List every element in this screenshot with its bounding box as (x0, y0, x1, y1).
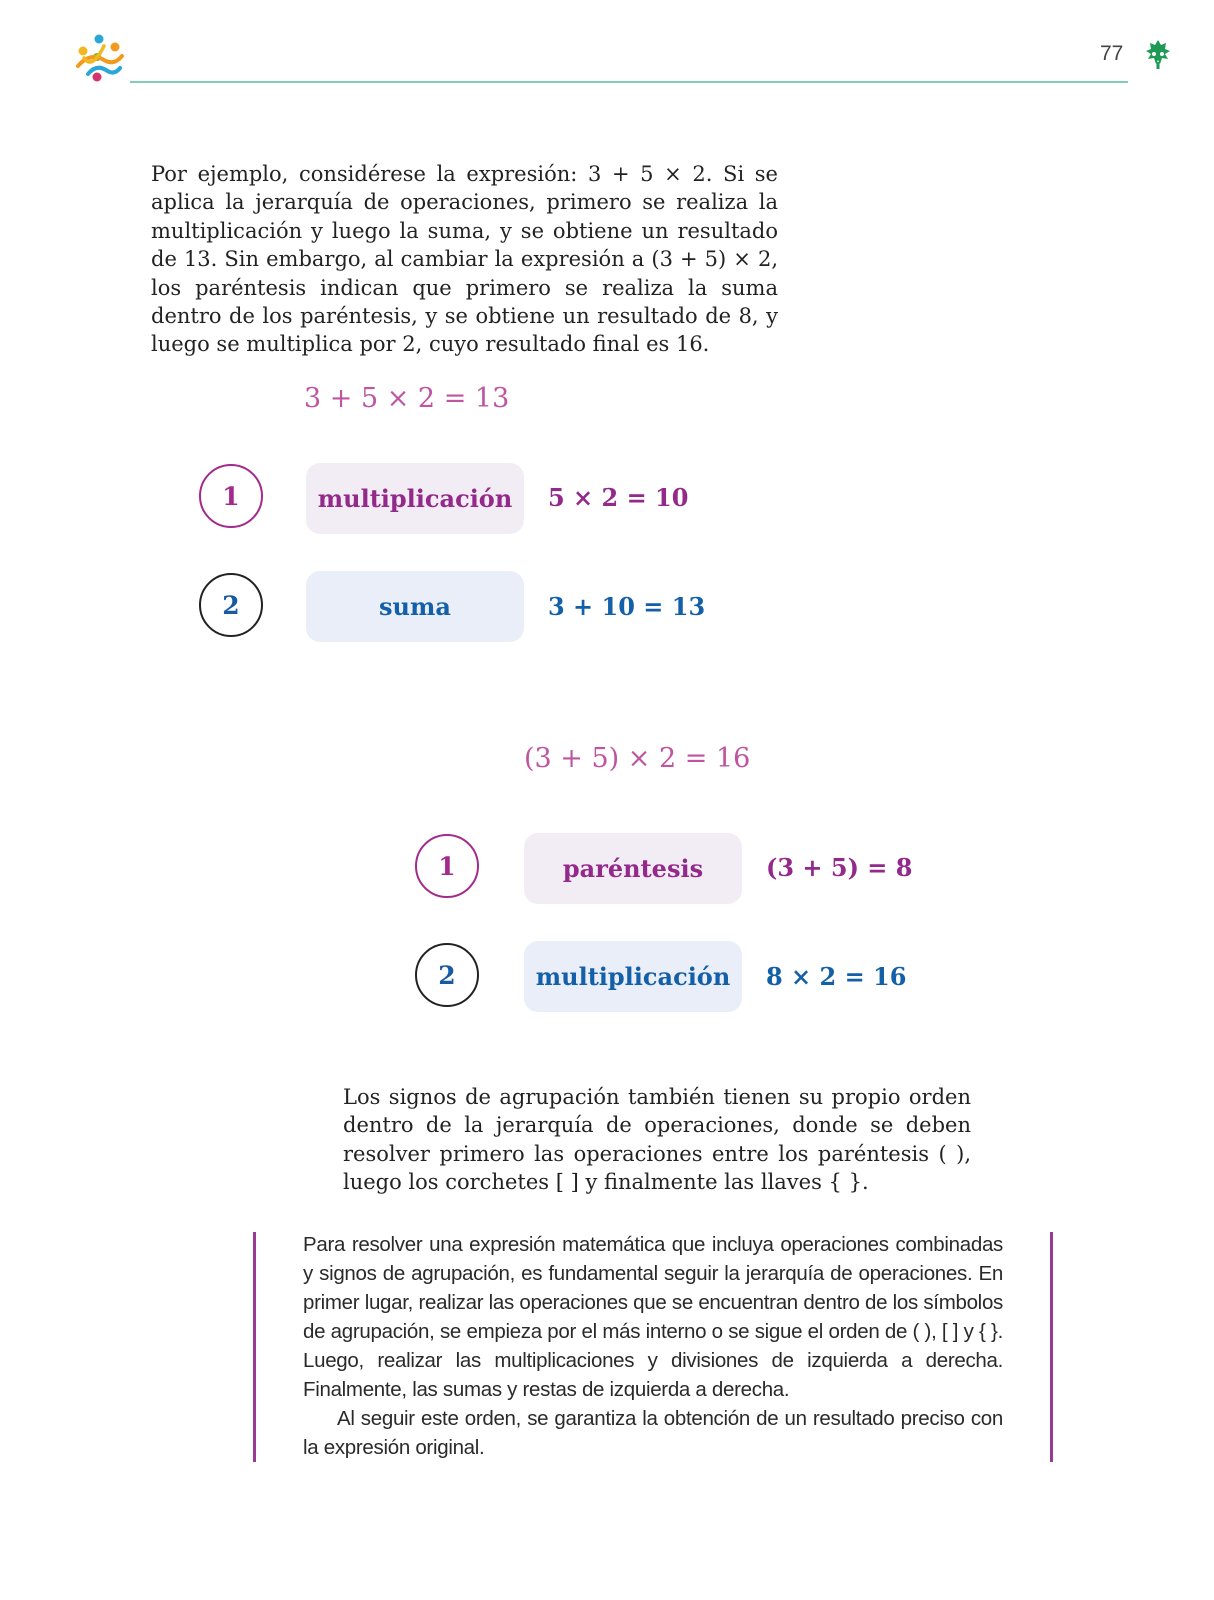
example1-expression: 3 + 5 × 2 = 13 (304, 383, 510, 414)
grouping-paragraph (343, 1083, 971, 1196)
page-number: 77 (1100, 42, 1124, 65)
example2-step2-operation: multiplicación (524, 941, 742, 1012)
example2-step1-result: (3 + 5) = 8 (766, 853, 913, 882)
callout-paragraph-1: Para resolver una expresión matemática que incluya operaciones combinadas y signos de agrupación, es fundamental seguir la jerarquía de operaciones. En primer lugar, realizar las operaciones que se encuentran dentro de los símbolos de agrupación, se empieza por el más interno o se sigue el orden de ( ), [ ] y { }. Luego, realizar las multiplicaciones y divisiones de izquierda a derecha. Finalmente, las sumas y restas de izquierda a derecha. (303, 1233, 1003, 1401)
callout-left-bar (253, 1232, 256, 1462)
example2-step1-operation: paréntesis (524, 833, 742, 904)
example1-step2-circle: 2 (199, 573, 263, 637)
example2-step2-result: 8 × 2 = 16 (766, 962, 907, 991)
intro-paragraph (151, 160, 778, 359)
example1-step2-result: 3 + 10 = 13 (548, 592, 706, 621)
example1-step2-operation: suma (306, 571, 524, 642)
callout-paragraph-2: Al seguir este orden, se garantiza la obtención de un resultado preciso con la expresión original. (303, 1407, 1003, 1459)
intro-paragraph-text: Por ejemplo, considérese la expresión: 3 + 5 × 2. Si se aplica la jerarquía de operaciones, primero se realiza la multiplicación y luego la suma, y se obtiene un resultado de 13. Sin embargo, al cambiar la expresión a (3 + 5) × 2, los paréntesis indican que primero se realiza la suma dentro de los paréntesis, y se obtiene un resultado de 8, y luego se multiplica por 2, cuyo resultado final es 16. (151, 162, 778, 357)
example2-step1-circle: 1 (415, 834, 479, 898)
callout-box (303, 1230, 1003, 1462)
example1-step1-result: 5 × 2 = 10 (548, 483, 689, 512)
example1-step1-operation: multiplicación (306, 463, 524, 534)
example2-step2-circle: 2 (415, 943, 479, 1007)
example2-expression: (3 + 5) × 2 = 16 (524, 743, 751, 774)
callout-right-bar (1050, 1232, 1053, 1462)
grouping-paragraph-text: Los signos de agrupación también tienen su propio orden dentro de la jerarquía de operaciones, donde se deben resolver primero las operaciones entre los paréntesis ( ), luego los corchetes [ ] y finalmente las llaves { }. (343, 1085, 971, 1194)
header-rule (130, 81, 1128, 83)
leaf-ornament-icon (1144, 38, 1172, 70)
community-figures-logo-icon (70, 30, 128, 88)
example1-step1-circle: 1 (199, 464, 263, 528)
